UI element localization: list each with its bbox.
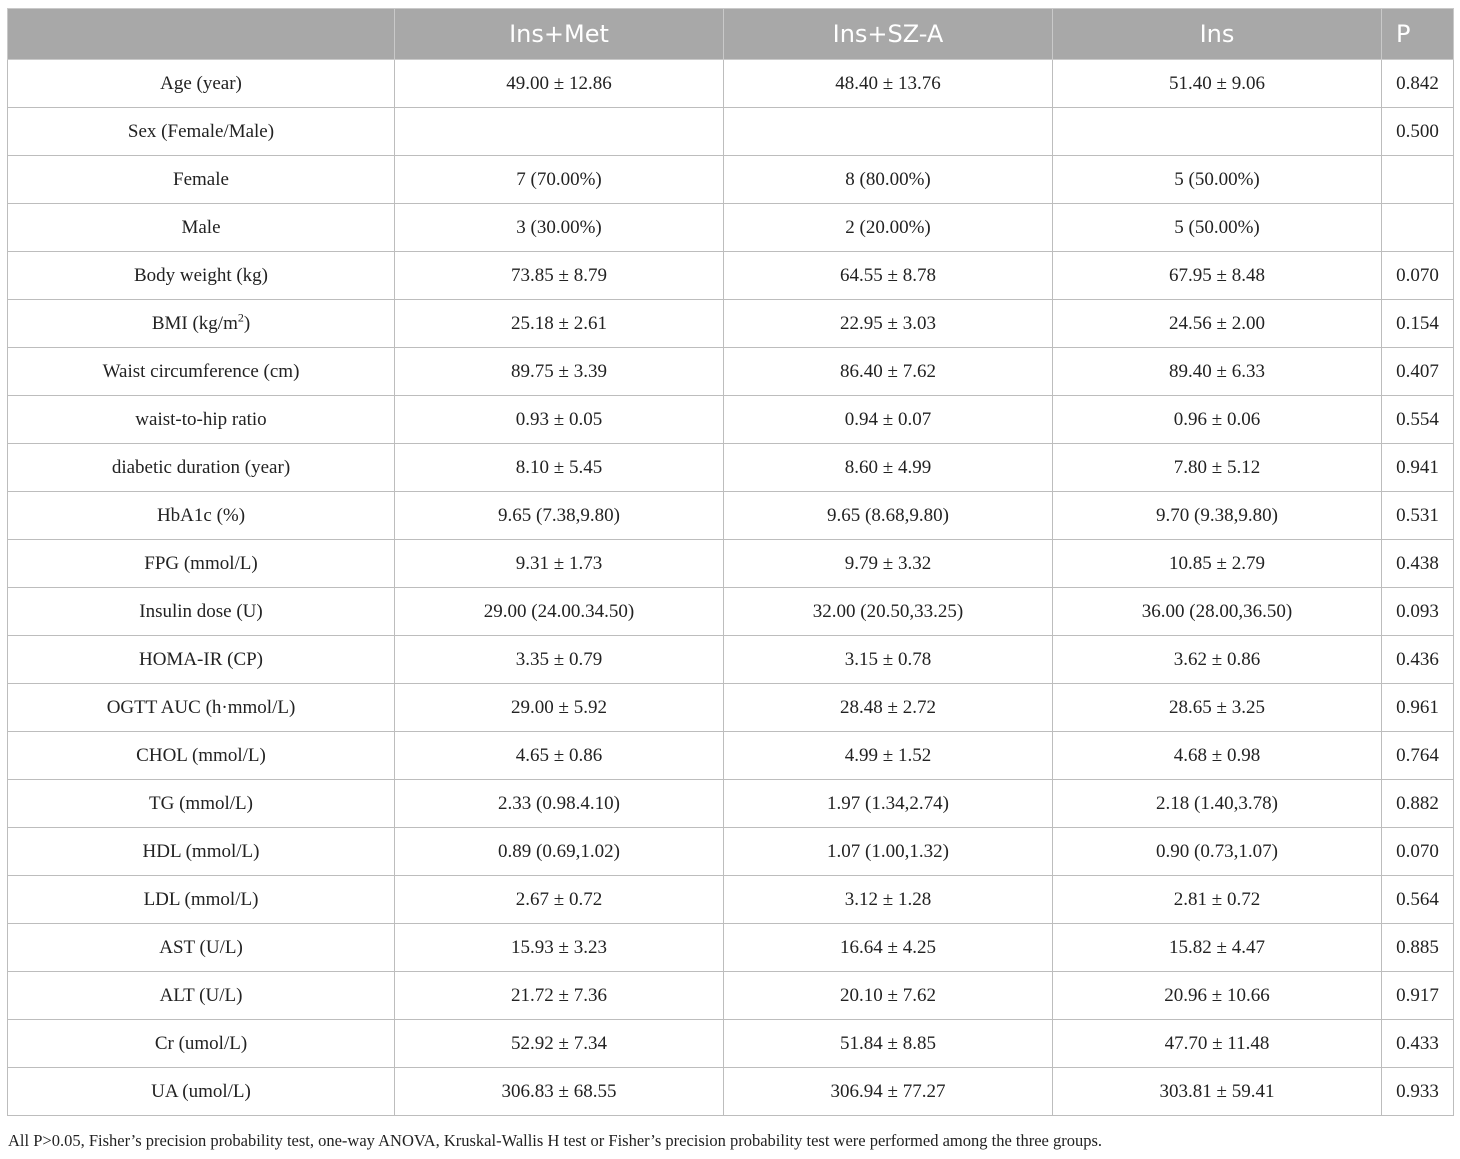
value-ins: 0.96 ± 0.06: [1053, 396, 1382, 444]
table-row: [8, 1068, 1454, 1116]
row-label: BMI $(kg/m^2)$: [8, 300, 395, 348]
value-ins-sza: 306.94 ± 77.27: [724, 1068, 1053, 1116]
table-footnote: All P>0.05, Fisher’s precision probability test, one-way ANOVA, Kruskal-Wallis H test or Fisher’s precision probability test were performed among the three groups.: [8, 1131, 1103, 1150]
value-ins: 4.68 ± 0.98: [1053, 732, 1382, 780]
value-ins: 28.65 ± 3.25: [1053, 684, 1382, 732]
value-ins-met: 89.75 ± 3.39: [395, 348, 724, 396]
value-ins: 67.95 ± 8.48: [1053, 252, 1382, 300]
value-ins-sza: 51.84 ± 8.85: [724, 1020, 1053, 1068]
value-ins: 303.81 ± 59.41: [1053, 1068, 1382, 1116]
value-ins-sza: 20.10 ± 7.62: [724, 972, 1053, 1020]
value-ins-sza: 22.95 ± 3.03: [724, 300, 1053, 348]
value-p: 0.531: [1382, 492, 1454, 540]
value-ins: 24.56 ± 2.00: [1053, 300, 1382, 348]
value-ins-sza: 9.79 ± 3.32: [724, 540, 1053, 588]
value-ins-met: 7 (70.00%): [395, 156, 724, 204]
table-row: [8, 108, 1454, 156]
value-ins-met: 2.33 (0.98.4.10): [395, 780, 724, 828]
value-ins-sza: 4.99 ± 1.52: [724, 732, 1053, 780]
row-label: UA (umol/L): [8, 1068, 395, 1116]
row-label: LDL (mmol/L): [8, 876, 395, 924]
value-ins: 5 (50.00%): [1053, 204, 1382, 252]
value-ins-sza: 2 (20.00%): [724, 204, 1053, 252]
value-ins-sza: 86.40 ± 7.62: [724, 348, 1053, 396]
table-row: [8, 540, 1454, 588]
value-ins-sza: 16.64 ± 4.25: [724, 924, 1053, 972]
table-row: [8, 300, 1454, 348]
header-p: P: [1382, 9, 1454, 60]
value-p: 0.093: [1382, 588, 1454, 636]
value-ins: 2.18 (1.40,3.78): [1053, 780, 1382, 828]
value-ins: 7.80 ± 5.12: [1053, 444, 1382, 492]
value-ins-met: 3.35 ± 0.79: [395, 636, 724, 684]
table-row: [8, 1020, 1454, 1068]
row-label: Age (year): [8, 60, 395, 108]
value-ins: [1053, 108, 1382, 156]
value-p: 0.407: [1382, 348, 1454, 396]
value-p: 0.433: [1382, 1020, 1454, 1068]
value-ins: 89.40 ± 6.33: [1053, 348, 1382, 396]
table-row: [8, 60, 1454, 108]
value-ins-sza: 48.40 ± 13.76: [724, 60, 1053, 108]
value-p: 0.885: [1382, 924, 1454, 972]
header-ins-met: Ins+Met: [395, 9, 724, 60]
value-ins: 36.00 (28.00,36.50): [1053, 588, 1382, 636]
row-label: Sex (Female/Male): [8, 108, 395, 156]
row-label: CHOL (mmol/L): [8, 732, 395, 780]
row-label: HbA1c (%): [8, 492, 395, 540]
row-label: FPG (mmol/L): [8, 540, 395, 588]
value-ins-sza: 64.55 ± 8.78: [724, 252, 1053, 300]
value-ins: 9.70 (9.38,9.80): [1053, 492, 1382, 540]
value-ins-met: 73.85 ± 8.79: [395, 252, 724, 300]
value-ins-met: 9.31 ± 1.73: [395, 540, 724, 588]
table-row: [8, 204, 1454, 252]
value-ins-met: 4.65 ± 0.86: [395, 732, 724, 780]
value-p: 0.941: [1382, 444, 1454, 492]
value-ins-met: 15.93 ± 3.23: [395, 924, 724, 972]
value-ins-met: 8.10 ± 5.45: [395, 444, 724, 492]
table-container: [7, 8, 1453, 1116]
value-p: 0.070: [1382, 828, 1454, 876]
row-label: Waist circumference (cm): [8, 348, 395, 396]
value-p: 0.961: [1382, 684, 1454, 732]
value-p: 0.882: [1382, 780, 1454, 828]
header-ins: Ins: [1053, 9, 1382, 60]
value-p: [1382, 204, 1454, 252]
value-ins: 20.96 ± 10.66: [1053, 972, 1382, 1020]
table-row: [8, 684, 1454, 732]
table-row: [8, 732, 1454, 780]
value-ins-sza: 3.12 ± 1.28: [724, 876, 1053, 924]
value-ins: 0.90 (0.73,1.07): [1053, 828, 1382, 876]
row-label: Insulin dose (U): [8, 588, 395, 636]
value-ins-met: 29.00 ± 5.92: [395, 684, 724, 732]
value-ins-met: 9.65 (7.38,9.80): [395, 492, 724, 540]
value-ins-met: 0.93 ± 0.05: [395, 396, 724, 444]
value-p: 0.917: [1382, 972, 1454, 1020]
table-row: [8, 828, 1454, 876]
value-ins-sza: 1.07 (1.00,1.32): [724, 828, 1053, 876]
value-p: [1382, 156, 1454, 204]
table-row: [8, 876, 1454, 924]
value-p: 0.764: [1382, 732, 1454, 780]
value-p: 0.154: [1382, 300, 1454, 348]
value-ins: 5 (50.00%): [1053, 156, 1382, 204]
header-variable: [8, 9, 395, 60]
table-row: [8, 972, 1454, 1020]
value-ins-met: 2.67 ± 0.72: [395, 876, 724, 924]
value-ins-sza: 3.15 ± 0.78: [724, 636, 1053, 684]
baseline-characteristics-table: [7, 8, 1454, 1116]
row-label: OGTT AUC (h·mmol/L): [8, 684, 395, 732]
value-p: 0.933: [1382, 1068, 1454, 1116]
table-row: [8, 780, 1454, 828]
value-p: 0.842: [1382, 60, 1454, 108]
value-ins-sza: 32.00 (20.50,33.25): [724, 588, 1053, 636]
table-header-row: [8, 9, 1454, 60]
value-ins-sza: 1.97 (1.34,2.74): [724, 780, 1053, 828]
value-p: 0.438: [1382, 540, 1454, 588]
value-p: 0.070: [1382, 252, 1454, 300]
header-ins-sza: Ins+SZ-A: [724, 9, 1053, 60]
value-ins-met: [395, 108, 724, 156]
value-p: 0.564: [1382, 876, 1454, 924]
row-label: ALT (U/L): [8, 972, 395, 1020]
value-ins-met: 21.72 ± 7.36: [395, 972, 724, 1020]
table-row: [8, 444, 1454, 492]
row-label: AST (U/L): [8, 924, 395, 972]
row-label: Cr (umol/L): [8, 1020, 395, 1068]
row-label: diabetic duration (year): [8, 444, 395, 492]
value-p: 0.500: [1382, 108, 1454, 156]
value-ins-met: 0.89 (0.69,1.02): [395, 828, 724, 876]
value-p: 0.554: [1382, 396, 1454, 444]
table-row: [8, 252, 1454, 300]
value-ins: 3.62 ± 0.86: [1053, 636, 1382, 684]
value-ins-met: 3 (30.00%): [395, 204, 724, 252]
value-ins: 15.82 ± 4.47: [1053, 924, 1382, 972]
value-ins: 47.70 ± 11.48: [1053, 1020, 1382, 1068]
value-ins-sza: 8 (80.00%): [724, 156, 1053, 204]
table-row: [8, 396, 1454, 444]
row-label: waist-to-hip ratio: [8, 396, 395, 444]
row-label: Male: [8, 204, 395, 252]
row-label: Female: [8, 156, 395, 204]
value-ins-sza: 8.60 ± 4.99: [724, 444, 1053, 492]
value-ins-sza: 28.48 ± 2.72: [724, 684, 1053, 732]
row-label: HOMA-IR (CP): [8, 636, 395, 684]
value-ins: 51.40 ± 9.06: [1053, 60, 1382, 108]
row-label: Body weight (kg): [8, 252, 395, 300]
value-ins-met: 29.00 (24.00.34.50): [395, 588, 724, 636]
table-row: [8, 156, 1454, 204]
row-label: TG (mmol/L): [8, 780, 395, 828]
value-p: 0.436: [1382, 636, 1454, 684]
value-ins-met: 306.83 ± 68.55: [395, 1068, 724, 1116]
value-ins-sza: 9.65 (8.68,9.80): [724, 492, 1053, 540]
value-ins-met: 49.00 ± 12.86: [395, 60, 724, 108]
value-ins: 10.85 ± 2.79: [1053, 540, 1382, 588]
value-ins-sza: [724, 108, 1053, 156]
value-ins: 2.81 ± 0.72: [1053, 876, 1382, 924]
value-ins-sza: 0.94 ± 0.07: [724, 396, 1053, 444]
table-row: [8, 348, 1454, 396]
value-ins-met: 52.92 ± 7.34: [395, 1020, 724, 1068]
table-row: [8, 636, 1454, 684]
table-row: [8, 588, 1454, 636]
table-row: [8, 492, 1454, 540]
value-ins-met: 25.18 ± 2.61: [395, 300, 724, 348]
table-row: [8, 924, 1454, 972]
row-label: HDL (mmol/L): [8, 828, 395, 876]
